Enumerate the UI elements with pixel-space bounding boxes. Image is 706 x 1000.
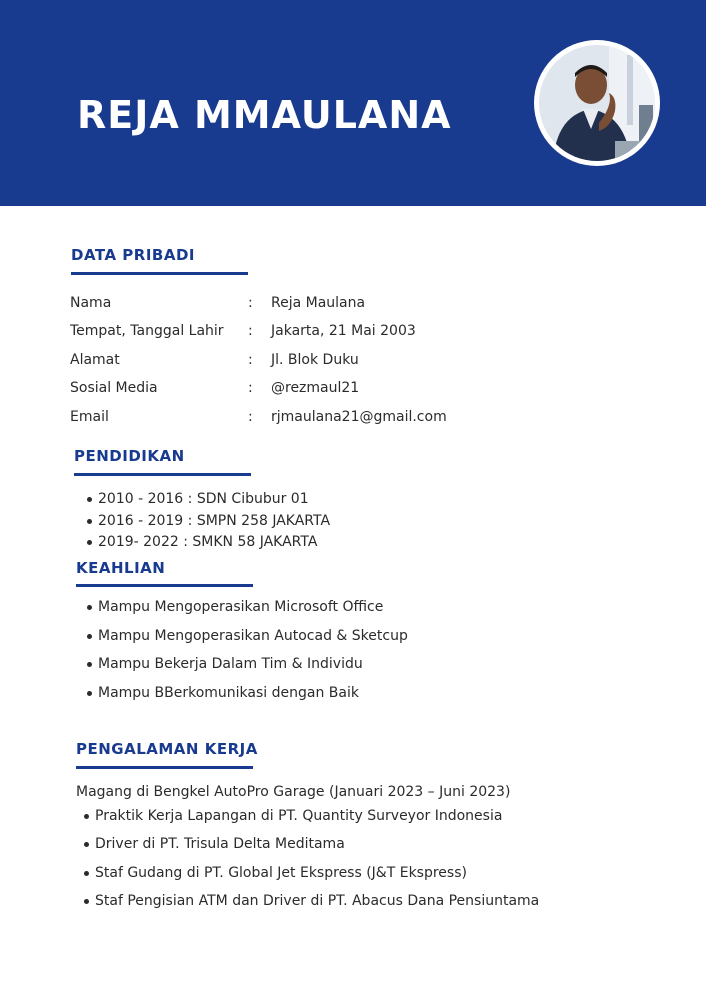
info-value: Jl. Blok Duku: [271, 352, 359, 368]
info-label: Tempat, Tanggal Lahir: [70, 323, 224, 339]
section-title-data-pribadi: DATA PRIBADI: [71, 246, 195, 264]
info-label: Alamat: [70, 352, 120, 368]
info-value: @rezmaul21: [271, 380, 360, 396]
bullet-icon: [84, 899, 89, 904]
list-item-text: 2010 - 2016 : SDN Cibubur 01: [98, 491, 309, 507]
info-label: Email: [70, 409, 109, 425]
bullet-icon: [84, 842, 89, 847]
info-separator: :: [248, 380, 253, 396]
list-item-text: Mampu Mengoperasikan Microsoft Office: [98, 599, 384, 615]
list-item-text: Mampu BBerkomunikasi dengan Baik: [98, 685, 359, 701]
list-item-text: Staf Pengisian ATM dan Driver di PT. Abacus Dana Pensiuntama: [95, 893, 540, 909]
info-separator: :: [248, 352, 253, 368]
list-item-text: Mampu Mengoperasikan Autocad & Sketcup: [98, 628, 408, 644]
section-divider: [71, 272, 248, 275]
list-item-text: Driver di PT. Trisula Delta Meditama: [95, 836, 345, 852]
info-value: Reja Maulana: [271, 295, 366, 311]
full-name-heading: REJA MMAULANA: [77, 93, 452, 137]
info-value: rjmaulana21@gmail.com: [271, 409, 447, 425]
header-banner: [0, 0, 706, 206]
list-item-text: Praktik Kerja Lapangan di PT. Quantity Surveyor Indonesia: [95, 808, 503, 824]
info-separator: :: [248, 409, 253, 425]
bullet-icon: [87, 540, 92, 545]
bullet-icon: [87, 605, 92, 610]
section-title-pendidikan: PENDIDIKAN: [74, 447, 185, 465]
list-item-text: Mampu Bekerja Dalam Tim & Individu: [98, 656, 363, 672]
list-item-text: Staf Gudang di PT. Global Jet Ekspress (J&T Ekspress): [95, 865, 467, 881]
profile-photo-image: [539, 45, 655, 161]
experience-intro: Magang di Bengkel AutoPro Garage (Januari 2023 – Juni 2023): [76, 784, 511, 800]
info-separator: :: [248, 295, 253, 311]
profile-photo: [534, 40, 660, 166]
bullet-icon: [84, 871, 89, 876]
bullet-icon: [87, 497, 92, 502]
info-value: Jakarta, 21 Mai 2003: [271, 323, 416, 339]
bullet-icon: [87, 691, 92, 696]
bullet-icon: [87, 519, 92, 524]
section-divider: [76, 766, 253, 769]
section-title-pengalaman-kerja: PENGALAMAN KERJA: [76, 740, 258, 758]
list-item-text: 2016 - 2019 : SMPN 258 JAKARTA: [98, 513, 331, 529]
info-label: Sosial Media: [70, 380, 158, 396]
bullet-icon: [84, 814, 89, 819]
info-separator: :: [248, 323, 253, 339]
bullet-icon: [87, 662, 92, 667]
list-item-text: 2019- 2022 : SMKN 58 JAKARTA: [98, 534, 318, 550]
section-title-keahlian: KEAHLIAN: [76, 559, 166, 577]
bullet-icon: [87, 634, 92, 639]
section-divider: [74, 473, 251, 476]
info-label: Nama: [70, 295, 112, 311]
section-divider: [76, 584, 253, 587]
